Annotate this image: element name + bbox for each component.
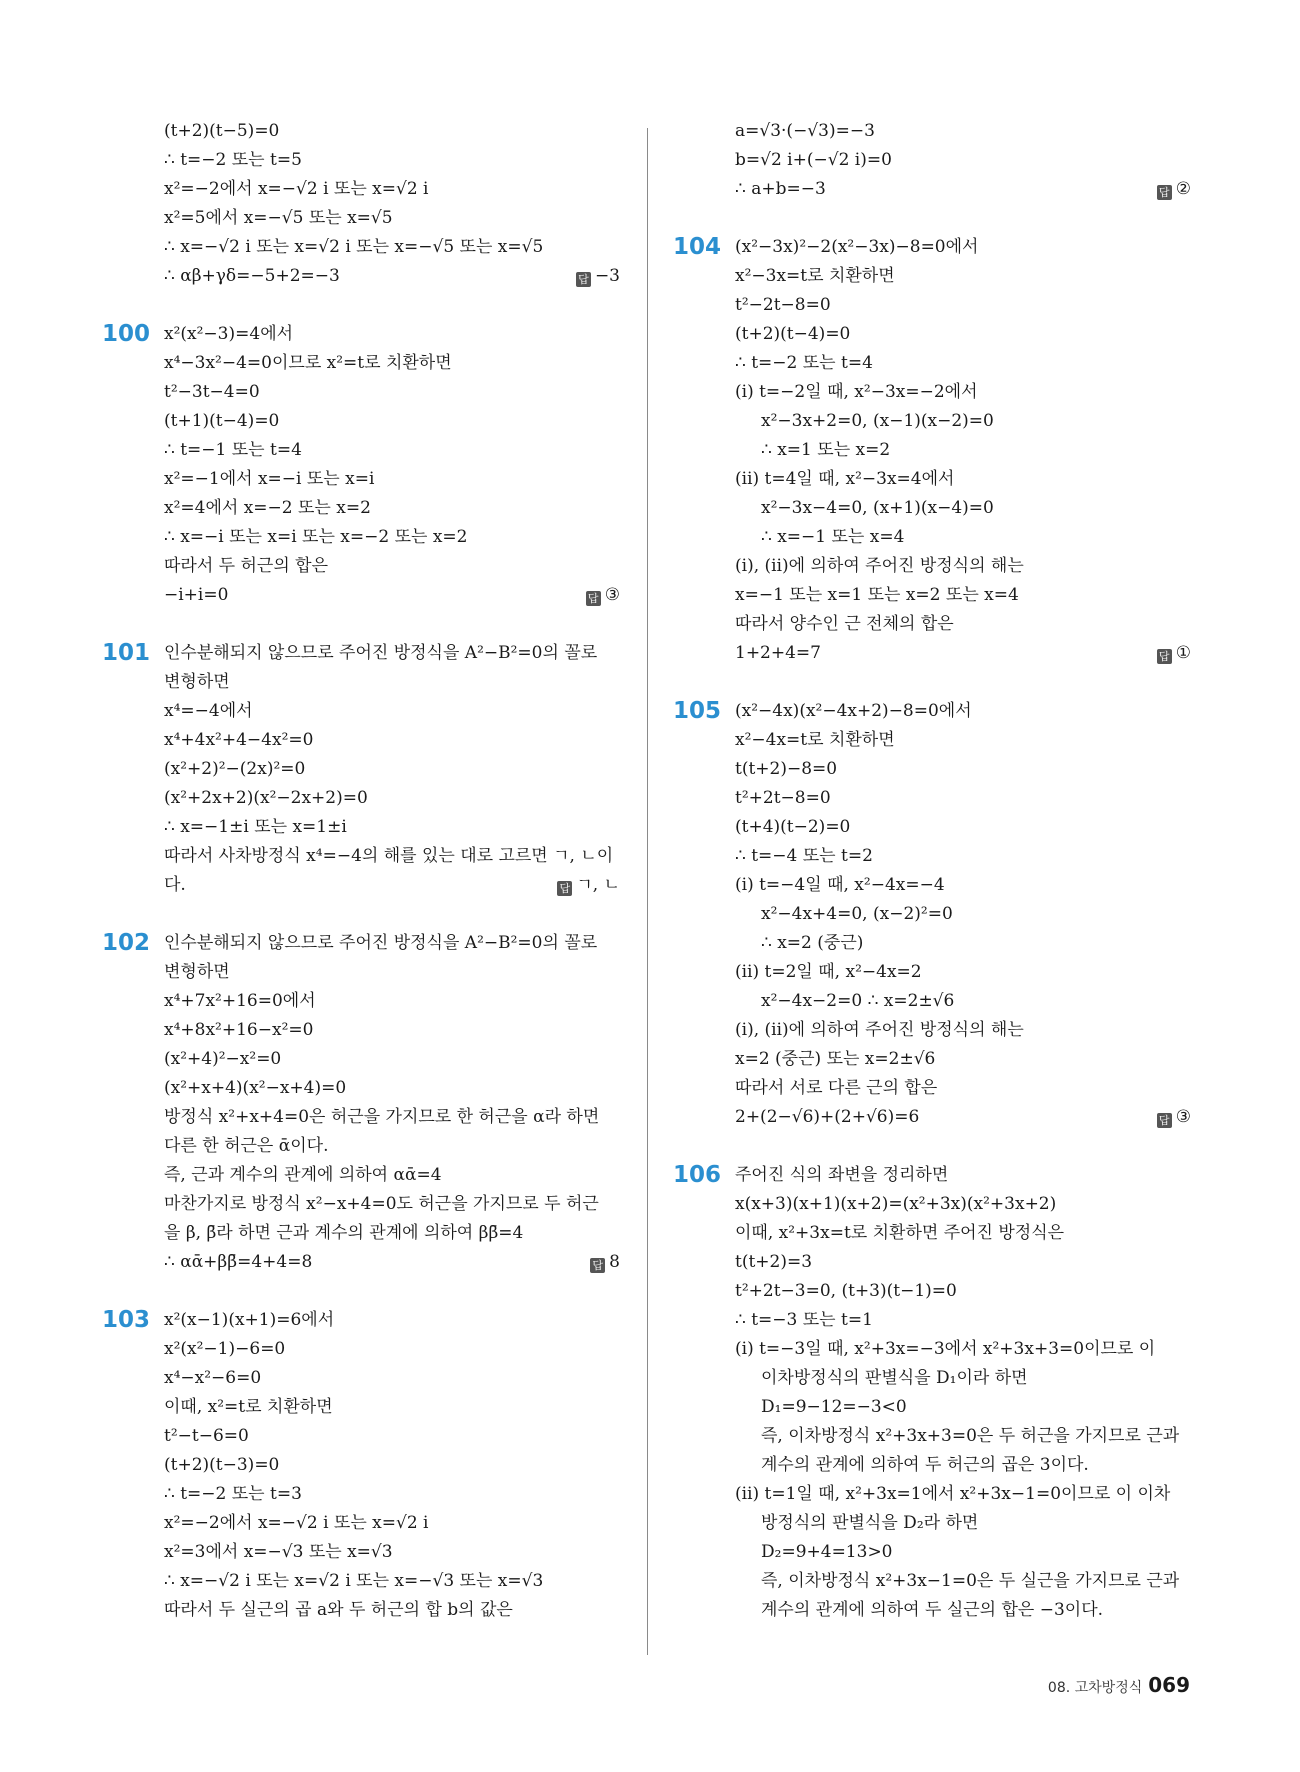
solution-line <box>673 407 1193 436</box>
solution-text: (ⅰ) t=−2일 때, x²−3x=−2에서 <box>735 382 978 402</box>
solution-text: ∴ t=−1 또는 t=4 <box>164 440 302 460</box>
problem-number: 105 <box>673 698 722 724</box>
answer-value: ① <box>1175 643 1191 663</box>
solution-line <box>102 668 622 697</box>
solution-text: ∴ x=−1 또는 x=4 <box>761 527 905 547</box>
answer-icon: 답 <box>557 881 572 896</box>
solution-line <box>102 1451 622 1480</box>
spacer <box>673 1132 1193 1161</box>
solution-text: 계수의 관계에 의하여 두 허근의 곱은 3이다. <box>761 1455 1089 1475</box>
solution-line <box>673 320 1193 349</box>
solution-line <box>102 146 622 175</box>
solution-line <box>102 1364 622 1393</box>
solution-line <box>102 175 622 204</box>
problem-number: 104 <box>673 234 722 260</box>
solution-text: t(t+2)=3 <box>735 1252 813 1272</box>
solution-text: 즉, 이차방정식 x²+3x−1=0은 두 실근을 가지므로 근과 <box>761 1571 1180 1591</box>
solution-text: (ⅰ) t=−3일 때, x²+3x=−3에서 x²+3x+3=0이므로 이 <box>735 1339 1156 1359</box>
solution-text: x⁴+4x²+4−4x²=0 <box>164 730 314 750</box>
solution-text: (t+2)(t−3)=0 <box>164 1455 280 1475</box>
solution-line <box>102 813 622 842</box>
solution-text: x⁴+8x²+16−x²=0 <box>164 1020 314 1040</box>
spacer <box>102 610 622 639</box>
solution-line <box>673 465 1193 494</box>
right-column <box>673 117 1193 1625</box>
solution-line <box>673 929 1193 958</box>
solution-text: 즉, 근과 계수의 관계에 의하여 αᾱ=4 <box>164 1165 442 1185</box>
solution-line <box>673 1451 1193 1480</box>
solution-line <box>673 349 1193 378</box>
solution-line <box>102 1016 622 1045</box>
solution-text: (ⅰ), (ⅱ)에 의하여 주어진 방정식의 해는 <box>735 556 1024 576</box>
solution-text: x⁴+7x²+16=0에서 <box>164 991 316 1011</box>
solution-text: x²=−2에서 x=−√2 i 또는 x=√2 i <box>164 1513 429 1533</box>
solution-line <box>673 900 1193 929</box>
solution-text: (x²+x+4)(x²−x+4)=0 <box>164 1078 347 1098</box>
solution-text: 즉, 이차방정식 x²+3x+3=0은 두 허근을 가지므로 근과 <box>761 1426 1180 1446</box>
solution-line <box>673 784 1193 813</box>
solution-line <box>102 987 622 1016</box>
problem-number: 102 <box>102 930 151 956</box>
solution-text: x²−4x+4=0, (x−2)²=0 <box>761 904 953 924</box>
solution-line <box>673 1219 1193 1248</box>
solution-text: (t+2)(t−4)=0 <box>735 324 851 344</box>
problem-number: 106 <box>673 1162 722 1188</box>
solution-text: (x²+4)²−x²=0 <box>164 1049 282 1069</box>
solution-line <box>102 755 622 784</box>
solution-text: ∴ x=−√2 i 또는 x=√2 i 또는 x=−√3 또는 x=√3 <box>164 1571 544 1591</box>
solution-line <box>673 1509 1193 1538</box>
solution-line <box>673 639 1193 668</box>
answer-value: 8 <box>609 1252 620 1272</box>
problem-number: 100 <box>102 321 151 347</box>
solution-line <box>673 813 1193 842</box>
solution-line <box>673 1016 1193 1045</box>
solution-text: x²−3x+2=0, (x−1)(x−2)=0 <box>761 411 994 431</box>
solution-line <box>102 1219 622 1248</box>
solution-line <box>102 204 622 233</box>
solution-line <box>673 1422 1193 1451</box>
solution-text: t²−t−6=0 <box>164 1426 249 1446</box>
solution-line <box>673 523 1193 552</box>
solution-line <box>673 755 1193 784</box>
solution-text: t(t+2)−8=0 <box>735 759 838 779</box>
page-footer <box>1048 1673 1190 1697</box>
solution-text: 1+2+4=7 <box>735 643 821 663</box>
solution-line <box>102 1045 622 1074</box>
solution-line <box>102 1132 622 1161</box>
solution-text: ∴ x=1 또는 x=2 <box>761 440 891 460</box>
answer-icon: 답 <box>586 591 601 606</box>
solution-line <box>673 494 1193 523</box>
solution-text: x²(x²−1)−6=0 <box>164 1339 286 1359</box>
answer-mark <box>590 1248 620 1277</box>
page-number: 069 <box>1148 1673 1190 1697</box>
solution-text: 이때, x²+3x=t로 치환하면 주어진 방정식은 <box>735 1223 1065 1243</box>
solution-line <box>673 262 1193 291</box>
solution-text: 이차방정식의 판별식을 D₁이라 하면 <box>761 1368 1028 1388</box>
solution-line <box>673 871 1193 900</box>
solution-line <box>102 378 622 407</box>
solution-line <box>673 1538 1193 1567</box>
solution-text: (ⅱ) t=2일 때, x²−4x=2 <box>735 962 922 982</box>
solution-text: 주어진 식의 좌변을 정리하면 <box>735 1165 949 1185</box>
solution-text: t²+2t−8=0 <box>735 788 831 808</box>
solution-line <box>673 1596 1193 1625</box>
solution-text: (x²−4x)(x²−4x+2)−8=0에서 <box>735 701 972 721</box>
solution-line <box>673 610 1193 639</box>
answer-mark <box>1157 175 1191 204</box>
solution-text: (x²+2)²−(2x)²=0 <box>164 759 306 779</box>
solution-line <box>673 1567 1193 1596</box>
solution-text: x⁴−3x²−4=0이므로 x²=t로 치환하면 <box>164 353 452 373</box>
solution-text: 마찬가지로 방정식 x²−x+4=0도 허근을 가지므로 두 허근 <box>164 1194 599 1214</box>
solution-text: x²−3x=t로 치환하면 <box>735 266 895 286</box>
solution-line <box>102 697 622 726</box>
solution-text: 변형하면 <box>164 672 230 692</box>
solution-line <box>102 523 622 552</box>
problem-start-line <box>102 1306 622 1335</box>
solution-text: x⁴−x²−6=0 <box>164 1368 262 1388</box>
answer-icon: 답 <box>1157 649 1172 664</box>
problem-start-line <box>673 697 1193 726</box>
solution-line <box>102 552 622 581</box>
solution-text: ∴ x=−i 또는 x=i 또는 x=−2 또는 x=2 <box>164 527 468 547</box>
solution-line <box>102 1074 622 1103</box>
solution-text: 방정식의 판별식을 D₂라 하면 <box>761 1513 979 1533</box>
solution-text: a=√3·(−√3)=−3 <box>735 121 875 141</box>
solution-line <box>673 726 1193 755</box>
answer-mark <box>557 871 620 900</box>
solution-text: ∴ x=2 (중근) <box>761 933 864 953</box>
solution-line <box>102 581 622 610</box>
solution-text: (x²−3x)²−2(x²−3x)−8=0에서 <box>735 237 979 257</box>
solution-text: 변형하면 <box>164 962 230 982</box>
solution-text: ∴ αᾱ+ββ̄=4+4=8 <box>164 1252 313 1272</box>
solution-text: (ⅰ) t=−4일 때, x²−4x=−4 <box>735 875 945 895</box>
solution-text: (t+1)(t−4)=0 <box>164 411 280 431</box>
answer-icon: 답 <box>576 272 591 287</box>
spacer <box>102 291 622 320</box>
solution-text: 따라서 두 허근의 합은 <box>164 556 329 576</box>
solution-line <box>673 1480 1193 1509</box>
solution-text: (t+4)(t−2)=0 <box>735 817 851 837</box>
solution-text: 따라서 사차방정식 x⁴=−4의 해를 있는 대로 고르면 ㄱ, ㄴ이 <box>164 846 614 866</box>
solution-line <box>102 1248 622 1277</box>
solution-line <box>102 465 622 494</box>
solution-text: x(x+3)(x+1)(x+2)=(x²+3x)(x²+3x+2) <box>735 1194 1057 1214</box>
spacer <box>102 1277 622 1306</box>
problem-start-line <box>102 639 622 668</box>
solution-text: x=−1 또는 x=1 또는 x=2 또는 x=4 <box>735 585 1019 605</box>
solution-line <box>102 1190 622 1219</box>
chapter-title: 08. 고차방정식 <box>1047 1680 1143 1696</box>
solution-line <box>673 1103 1193 1132</box>
solution-text: 따라서 두 실근의 곱 a와 두 허근의 합 b의 값은 <box>164 1600 513 1620</box>
solution-text: D₂=9+4=13>0 <box>761 1542 893 1562</box>
answer-mark <box>1157 639 1191 668</box>
solution-line <box>673 581 1193 610</box>
solution-text: (x²+2x+2)(x²−2x+2)=0 <box>164 788 368 808</box>
solution-text: t²−3t−4=0 <box>164 382 260 402</box>
solution-line <box>673 987 1193 1016</box>
solution-line <box>102 871 622 900</box>
solution-line <box>102 117 622 146</box>
solution-text: x²=4에서 x=−2 또는 x=2 <box>164 498 371 518</box>
solution-line <box>673 1335 1193 1364</box>
solution-line <box>673 1306 1193 1335</box>
solution-line <box>102 407 622 436</box>
solution-text: ∴ a+b=−3 <box>735 179 826 199</box>
solution-text: b=√2 i+(−√2 i)=0 <box>735 150 892 170</box>
solution-line <box>102 1509 622 1538</box>
solution-text: x²(x−1)(x+1)=6에서 <box>164 1310 335 1330</box>
solution-line <box>673 1074 1193 1103</box>
solution-line <box>673 378 1193 407</box>
solution-text: x²=−1에서 x=−i 또는 x=i <box>164 469 375 489</box>
solution-line <box>102 842 622 871</box>
solution-text: D₁=9−12=−3<0 <box>761 1397 907 1417</box>
solution-line <box>102 349 622 378</box>
solution-text: x²=3에서 x=−√3 또는 x=√3 <box>164 1542 393 1562</box>
solution-line <box>673 1190 1193 1219</box>
solution-text: x=2 (중근) 또는 x=2±√6 <box>735 1049 936 1069</box>
solution-line <box>102 1567 622 1596</box>
problem-start-line <box>673 1161 1193 1190</box>
answer-value: ③ <box>1175 1107 1191 1127</box>
solution-text: x²−4x−2=0 ∴ x=2±√6 <box>761 991 955 1011</box>
answer-value: −3 <box>594 266 620 286</box>
answer-mark <box>1157 1103 1191 1132</box>
spacer <box>102 900 622 929</box>
solution-text: x²=5에서 x=−√5 또는 x=√5 <box>164 208 393 228</box>
answer-mark <box>576 262 620 291</box>
spacer <box>673 204 1193 233</box>
solution-text: (ⅰ), (ⅱ)에 의하여 주어진 방정식의 해는 <box>735 1020 1024 1040</box>
solution-line <box>673 1364 1193 1393</box>
answer-value: ㄱ, ㄴ <box>576 875 620 895</box>
solution-line <box>102 494 622 523</box>
solution-text: x⁴=−4에서 <box>164 701 253 721</box>
solution-line <box>673 117 1193 146</box>
solution-line <box>102 1422 622 1451</box>
solution-text: t²+2t−3=0, (t+3)(t−1)=0 <box>735 1281 957 1301</box>
solution-text: ∴ t=−2 또는 t=4 <box>735 353 873 373</box>
solution-text: −i+i=0 <box>164 585 229 605</box>
solution-text: 인수분해되지 않으므로 주어진 방정식을 A²−B²=0의 꼴로 <box>164 933 598 953</box>
solution-text: ∴ t=−3 또는 t=1 <box>735 1310 873 1330</box>
problem-number: 101 <box>102 640 151 666</box>
column-divider <box>647 128 648 1655</box>
solution-text: x²−3x−4=0, (x+1)(x−4)=0 <box>761 498 994 518</box>
solution-line <box>102 1161 622 1190</box>
solution-text: x²−4x=t로 치환하면 <box>735 730 895 750</box>
solution-line <box>673 291 1193 320</box>
answer-mark <box>586 581 620 610</box>
solution-text: 이때, x²=t로 치환하면 <box>164 1397 333 1417</box>
solution-line <box>102 784 622 813</box>
solution-line <box>673 175 1193 204</box>
solution-line <box>673 1277 1193 1306</box>
solution-text: 을 β, β̄라 하면 근과 계수의 관계에 의하여 ββ̄=4 <box>164 1223 524 1243</box>
solution-text: 따라서 서로 다른 근의 합은 <box>735 1078 938 1098</box>
solution-line <box>673 1248 1193 1277</box>
solution-line <box>102 233 622 262</box>
answer-icon: 답 <box>1157 1113 1172 1128</box>
problem-start-line <box>102 320 622 349</box>
solution-line <box>673 436 1193 465</box>
solution-line <box>102 1393 622 1422</box>
solution-text: 2+(2−√6)+(2+√6)=6 <box>735 1107 920 1127</box>
solution-line <box>102 436 622 465</box>
spacer <box>673 668 1193 697</box>
answer-icon: 답 <box>590 1258 605 1273</box>
solution-line <box>102 1538 622 1567</box>
solution-line <box>673 1393 1193 1422</box>
answer-value: ② <box>1175 179 1191 199</box>
solution-line <box>673 552 1193 581</box>
solution-line <box>673 1045 1193 1074</box>
solution-text: 인수분해되지 않으므로 주어진 방정식을 A²−B²=0의 꼴로 <box>164 643 598 663</box>
solution-text: ∴ x=−√2 i 또는 x=√2 i 또는 x=−√5 또는 x=√5 <box>164 237 544 257</box>
problem-start-line <box>102 929 622 958</box>
solution-text: x²=−2에서 x=−√2 i 또는 x=√2 i <box>164 179 429 199</box>
solution-text: ∴ x=−1±i 또는 x=1±i <box>164 817 347 837</box>
solution-line <box>102 262 622 291</box>
solution-line <box>102 726 622 755</box>
problem-number: 103 <box>102 1307 151 1333</box>
solution-text: x²(x²−3)=4에서 <box>164 324 294 344</box>
solution-text: (ⅱ) t=1일 때, x²+3x=1에서 x²+3x−1=0이므로 이 이차 <box>735 1484 1171 1504</box>
problem-start-line <box>673 233 1193 262</box>
solution-line <box>673 958 1193 987</box>
solution-text: ∴ t=−2 또는 t=5 <box>164 150 302 170</box>
solution-text: 다. <box>164 875 186 895</box>
solution-text: 다른 한 허근은 ᾱ이다. <box>164 1136 329 1156</box>
solution-text: 계수의 관계에 의하여 두 실근의 합은 −3이다. <box>761 1600 1104 1620</box>
solution-line <box>673 842 1193 871</box>
solution-text: t²−2t−8=0 <box>735 295 831 315</box>
solution-text: ∴ αβ+γδ=−5+2=−3 <box>164 266 340 286</box>
solution-line <box>102 1480 622 1509</box>
solution-line <box>102 958 622 987</box>
solution-text: (ⅱ) t=4일 때, x²−3x=4에서 <box>735 469 955 489</box>
solution-text: ∴ t=−2 또는 t=3 <box>164 1484 302 1504</box>
answer-icon: 답 <box>1157 185 1172 200</box>
solution-text: (t+2)(t−5)=0 <box>164 121 280 141</box>
solution-line <box>102 1335 622 1364</box>
solution-line <box>102 1596 622 1625</box>
solution-text: ∴ t=−4 또는 t=2 <box>735 846 873 866</box>
solution-line <box>102 1103 622 1132</box>
solution-text: 따라서 양수인 근 전체의 합은 <box>735 614 954 634</box>
solution-text: 방정식 x²+x+4=0은 허근을 가지므로 한 허근을 α라 하면 <box>164 1107 600 1127</box>
answer-value: ③ <box>604 585 620 605</box>
solution-line <box>673 146 1193 175</box>
left-column <box>102 117 622 1625</box>
